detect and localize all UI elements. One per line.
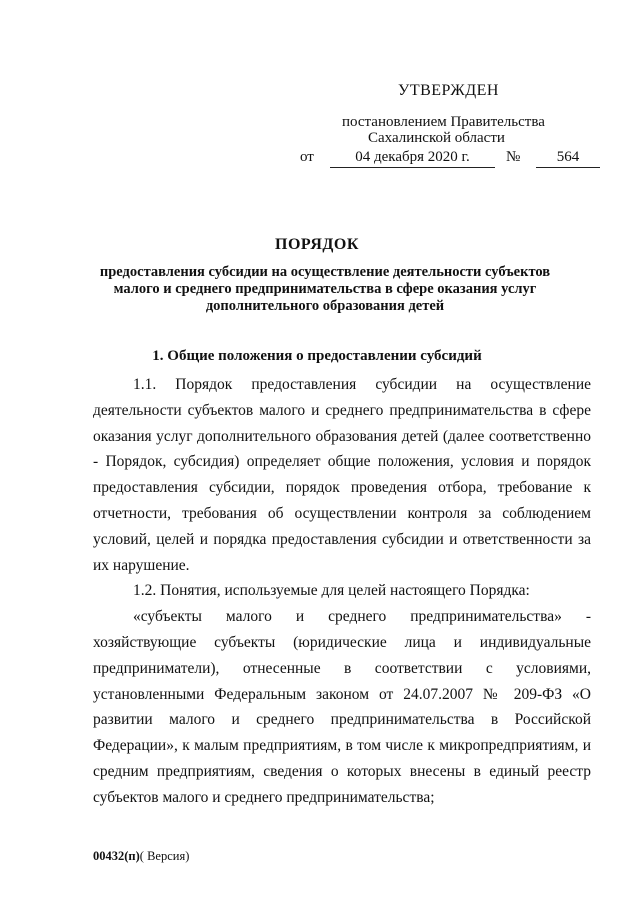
number-label: № (506, 149, 521, 165)
approval-number: 564 (536, 149, 600, 168)
approval-line-1: постановлением Правительства (342, 114, 545, 130)
approval-date-row (300, 149, 600, 171)
section-heading: 1. Общие положения о предоставлении субсидий (152, 348, 482, 364)
paragraph-1-2: 1.2. Понятия, используемые для целей настоящего Порядка: (133, 582, 530, 600)
paragraph-1-1: 1.1. Порядок предоставления субсидии на осуществление деятельности субъектов малого и среднего предпринимательства в сфере оказания услуг дополнительного образования детей (далее соответственно - Порядок, субсидия) определяет общие положения, условия и порядок предоставления субсидии, порядок проведения отбора, требование к отчетности, требования об осуществлении контроля за соблюдением условий, целей и порядка предоставления субсидии и ответственности за их нарушение. (93, 376, 591, 574)
approval-date: 04 декабря 2020 г. (330, 149, 495, 168)
paragraph-definition: «субъекты малого и среднего предпринимательства» - хозяйствующие субъекты (юридические лица и индивидуальные предприниматели), отнесенные в соответствии с условиями, установленными Федеральным законом от 24.07.2007 № 209-ФЗ «О развитии малого и среднего предпринимательства в Российской Федерации», к малым предприятиям, в том числе к микропредприятиям, и средним предприятиям, сведения о которых внесены в единый реестр субъектов малого и среднего предпринимательства; (93, 608, 591, 806)
document-body (93, 372, 591, 811)
document-footer (93, 849, 189, 864)
document-code: 00432(п) (93, 849, 140, 863)
document-version: ( Версия) (139, 849, 190, 863)
approval-title: УТВЕРЖДЕН (398, 82, 499, 99)
document-title: ПОРЯДОК (275, 236, 359, 253)
from-label: от (300, 149, 314, 165)
document-subtitle: предоставления субсидии на осуществление деятельности субъектов малого и среднего предпринимательства в сфере оказания услуг дополнительного образования детей (99, 264, 551, 314)
approval-line-2: Сахалинской области (368, 130, 505, 146)
